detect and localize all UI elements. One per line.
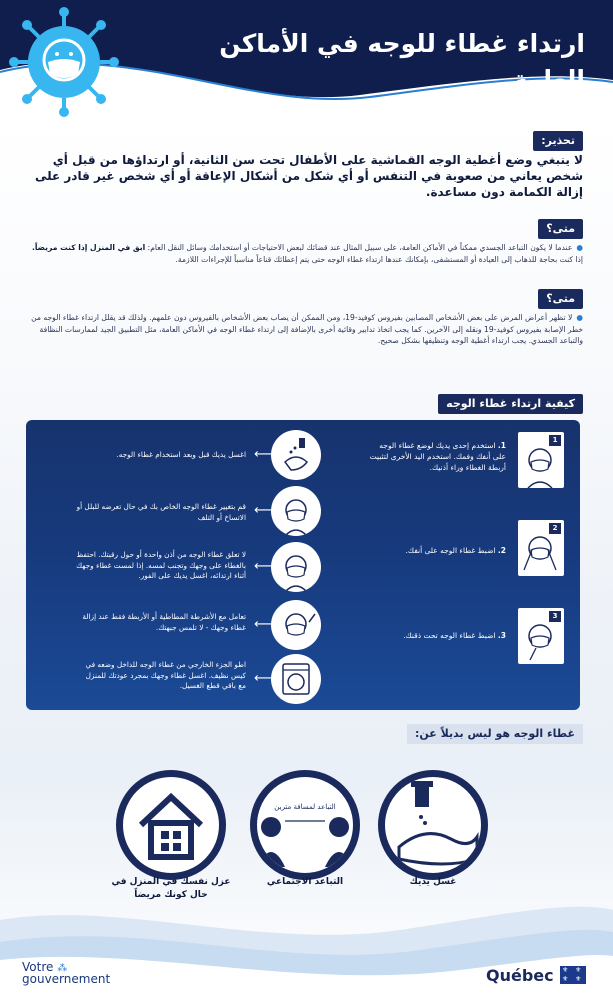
when-paragraph — [27, 242, 583, 265]
bullet-icon: ● — [576, 243, 583, 252]
step-1-illustration — [518, 432, 564, 488]
alternative-2-label: التباعد الاجتماعي — [266, 877, 344, 887]
when-text: عندما لا يكون التباعد الجسدي ممكناً في الأماكن العامة، على سبيل المثال عند قضائك لبعض الاحتياجات أو استخدامك وسائل النقل العام: — [147, 243, 573, 252]
when-bold-text: ابق في المنزل إذا كنت مريضاً. — [31, 243, 146, 252]
why-text: لا تظهر أعراض المرض على بعض الأشخاص المصابين بفيروس كوفيد-19، ومن الممكن أن يصاب بعض الأشخاص بالفيروس دون علمهم. ولذلك قد يقلل ارتداء غطاء الوجه من خطر الإصابة بفيروس كوفيد-19 ونقله إلى الآخرين. كما يجب اتخاذ تدابير وقائية أخرى بالإضافة إلى ارتداء غطاء الوجه في الأماكن العامة، مثل التطبيق الجيد لممارسات النظافة والتباعد الجسدي. يجب ارتداء أغطية الوجه وتنظيفها بشكل صحيح. — [31, 313, 583, 345]
step-2-text — [366, 545, 506, 556]
social-distancing-icon — [250, 770, 360, 880]
step-2-index: 2. — [497, 546, 506, 555]
arrow-left-icon: ⟵ — [254, 447, 273, 462]
alternative-1-label: عزل نفسك في المنزل في حال كونك مريضاً — [111, 877, 231, 900]
arrow-left-icon: ⟵ — [254, 671, 273, 686]
hand-wash-icon — [271, 430, 321, 480]
house-icon — [116, 770, 226, 880]
step-3-index: 3. — [497, 631, 506, 640]
dots-icon: ⁂ — [57, 963, 68, 974]
tip-5-text: اطو الجزء الخارجي من غطاء الوجه للداخل وضعه في كيس نظيف. اغسل غطاء وجهك بمجرد عودتك للمنزل مع باقي قطع الغسيل. — [85, 660, 246, 690]
step-1-body: استخدم إحدى يديك لوضع غطاء الوجه على أنفك وفمك. استخدم اليد الأخرى لتثبيت أربطة الغطاء وراء أذنيك. — [369, 441, 506, 472]
why-paragraph — [27, 312, 583, 347]
step-2-body: اضبط غطاء الوجه على أنفك. — [405, 546, 496, 555]
arrow-left-icon: ⟵ — [254, 559, 273, 574]
face-mask-change-icon — [271, 486, 321, 536]
gov-line-2: gouvernement — [22, 972, 111, 986]
tip-2-text: قم بتغيير غطاء الوجه الخاص بك في حال تعرضه للبلل أو الاتساخ أو التلف — [76, 502, 246, 522]
virus-mask-icon — [6, 4, 122, 120]
step-2-number: 2 — [549, 523, 561, 534]
washing-machine-icon — [271, 654, 321, 704]
header-banner — [0, 0, 613, 120]
tip-1-text: اغسل يديك قبل وبعد استخدام غطاء الوجه. — [116, 450, 246, 459]
step-1-text — [366, 440, 506, 473]
step-1-number: 1 — [549, 435, 561, 446]
bullet-icon: ● — [576, 313, 583, 322]
howto-label: كيفية ارتداء غطاء الوجه — [438, 394, 583, 414]
why-label: متى؟ — [538, 289, 583, 309]
when-text-2: إذا كنت بحاجة للذهاب إلى العيادة أو المستشفى، بإمكانك عندها ارتداء غطاء الوجه حتى يتم إعطائك قناعاً مناسباً للإجراءات اللازمة. — [175, 254, 583, 264]
warning-text: لا ينبغي وضع أغطية الوجه القماشية على الأطفال تحت سن الثانية، أو ارتداؤها من قبل أي شخص يعاني من صعوبة في التنفس أو أي شكل من أشكال الإعاقة أو أي شخص غير قادر على إزالة الكمامة دون مساعدة. — [34, 153, 583, 199]
step-3-illustration — [518, 608, 564, 664]
when-label: متى؟ — [538, 219, 583, 239]
step-3-body: اضبط غطاء الوجه تحت ذقنك. — [403, 631, 496, 640]
step-3-number: 3 — [549, 611, 561, 622]
alternatives-label: غطاء الوجه هو ليس بديلاً عن: — [407, 724, 583, 744]
government-logo — [22, 962, 110, 985]
distance-label: التباعد لمسافة مترين — [274, 803, 336, 811]
step-3-text — [366, 630, 506, 641]
alternative-3-label: غسل يديك — [409, 877, 457, 887]
hand-washing-icon — [378, 770, 488, 880]
step-1-index: 1. — [497, 441, 506, 450]
strap-removal-icon — [271, 600, 321, 650]
arrow-left-icon: ⟵ — [254, 617, 273, 632]
tip-3-text: لا تعلق غطاء الوجه من أذن واحدة أو حول رقبتك. احتفظ بالغطاء على وجهك وتجنب لمسه. إذا لمست غطاء وجهك أثناء ارتدائه، اغسل يديك على الفور. — [76, 550, 246, 580]
quebec-wordmark: Québec — [486, 966, 554, 985]
arrow-left-icon: ⟵ — [254, 503, 273, 518]
warning-label: تحذير: — [533, 131, 583, 151]
page-title: ارتداء غطاء للوجه في الأماكن العامة — [219, 29, 585, 94]
tip-4-text: تعامل مع الأشرطة المطاطية أو الأربطة فقط عند إزالة غطاء وجهك - لا تلمس جبهتك. — [82, 612, 246, 632]
ear-loop-icon — [271, 542, 321, 592]
quebec-flag-icon: ⚜ ⚜ ⚜ ⚜ — [560, 966, 586, 984]
step-2-illustration — [518, 520, 564, 576]
howto-panel — [26, 420, 580, 710]
gov-line-1: Votre — [22, 960, 54, 974]
